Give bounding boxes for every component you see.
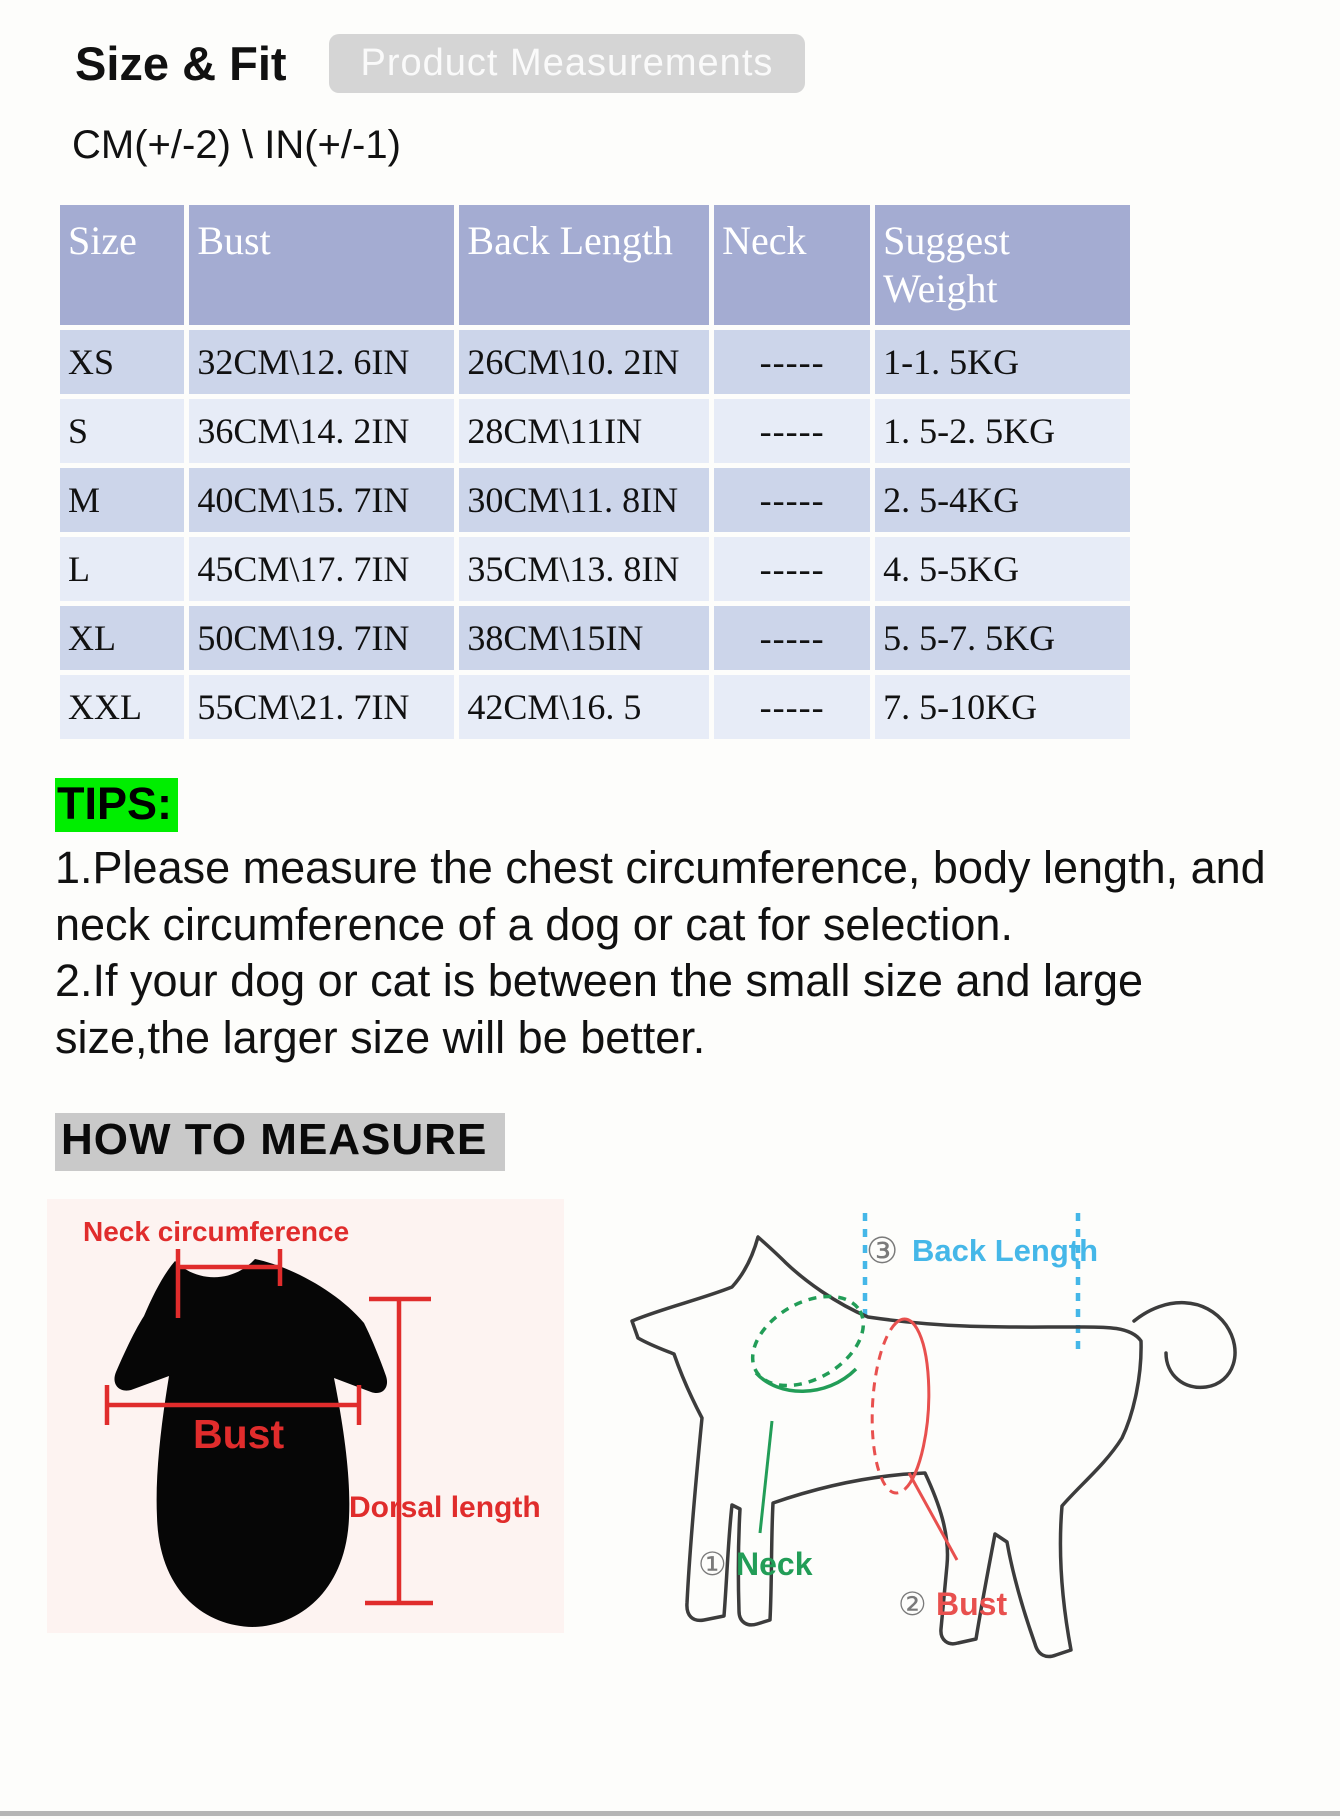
cell-neck: ----- [714,399,870,463]
dog-body-path [632,1237,1141,1657]
neck-tape-dashed [737,1278,879,1404]
size-chart-table [55,200,1135,744]
cell-bust: 40CM\15. 7IN [189,468,454,532]
cell-neck: ----- [714,537,870,601]
neck-number: ① [698,1545,727,1582]
bust-label: Bust [193,1410,285,1457]
cell-back: 30CM\11. 8IN [459,468,709,532]
cell-weight: 4. 5-5KG [875,537,1130,601]
cell-size: XXL [60,675,184,739]
cell-neck: ----- [714,468,870,532]
cell-size: M [60,468,184,532]
col-header-neck: Neck [714,205,870,325]
cell-size: XL [60,606,184,670]
tips-heading: TIPS: [55,778,178,832]
dog-measure-diagram [610,1203,1250,1683]
cell-back: 26CM\10. 2IN [459,330,709,394]
col-header-bust: Bust [189,205,454,325]
measurement-diagrams [47,1199,1340,1683]
cell-neck: ----- [714,675,870,739]
cell-weight: 1. 5-2. 5KG [875,399,1130,463]
neck-label: Neck [736,1545,813,1582]
cell-size: XS [60,330,184,394]
cell-back: 42CM\16. 5 [459,675,709,739]
neck-circumference-label: Neck circumference [83,1215,350,1247]
bust-tape-solid [896,1319,929,1489]
table-row [60,468,1130,532]
col-header-weight: Suggest Weight [875,205,1130,325]
cell-weight: 2. 5-4KG [875,468,1130,532]
product-measurements-badge: Product Measurements [329,34,806,93]
bottom-divider [0,1811,1340,1816]
back-length-number: ③ [866,1229,899,1271]
back-length-label: Back Length [912,1232,1099,1268]
table-row [60,606,1130,670]
page-title: Size & Fit [75,37,287,90]
table-row [60,399,1130,463]
cell-back: 38CM\15IN [459,606,709,670]
tips-text [55,840,1310,1067]
dog-tail-path [1134,1302,1235,1387]
tolerance-note: CM(+/-2) \ IN(+/-1) [72,123,401,167]
cell-bust: 55CM\21. 7IN [189,675,454,739]
tip-line-2: 2.If your dog or cat is between the small size and large size,the larger size will be better. [55,955,1144,1064]
dog-outline [632,1237,1235,1657]
cell-back: 35CM\13. 8IN [459,537,709,601]
bust-tape-dashed [872,1323,905,1493]
cell-size: L [60,537,184,601]
dog-bust-label: Bust [936,1585,1008,1622]
neck-tape-solid [756,1369,856,1391]
cell-weight: 1-1. 5KG [875,330,1130,394]
cell-bust: 45CM\17. 7IN [189,537,454,601]
cell-weight: 7. 5-10KG [875,675,1130,739]
table-row [60,330,1130,394]
col-header-back: Back Length [459,205,709,325]
cell-neck: ----- [714,330,870,394]
bust-number: ② [898,1585,927,1622]
table-header-row [60,205,1130,325]
cell-neck: ----- [714,606,870,670]
cell-bust: 32CM\12. 6IN [189,330,454,394]
header-row [75,34,1340,93]
cell-size: S [60,399,184,463]
neck-pointer-line [760,1421,772,1533]
cell-weight: 5. 5-7. 5KG [875,606,1130,670]
cell-back: 28CM\11IN [459,399,709,463]
how-to-measure-heading: HOW TO MEASURE [55,1113,505,1171]
cell-bust: 50CM\19. 7IN [189,606,454,670]
table-row [60,675,1130,739]
table-row [60,537,1130,601]
col-header-size: Size [60,205,184,325]
dorsal-length-label: Dorsal length [349,1490,541,1524]
cell-bust: 36CM\14. 2IN [189,399,454,463]
tip-line-1: 1.Please measure the chest circumference, body length, and neck circumference of a dog or cat for selection. [55,842,1266,950]
shirt-measure-diagram [47,1199,564,1633]
bust-pointer-line [909,1473,957,1560]
